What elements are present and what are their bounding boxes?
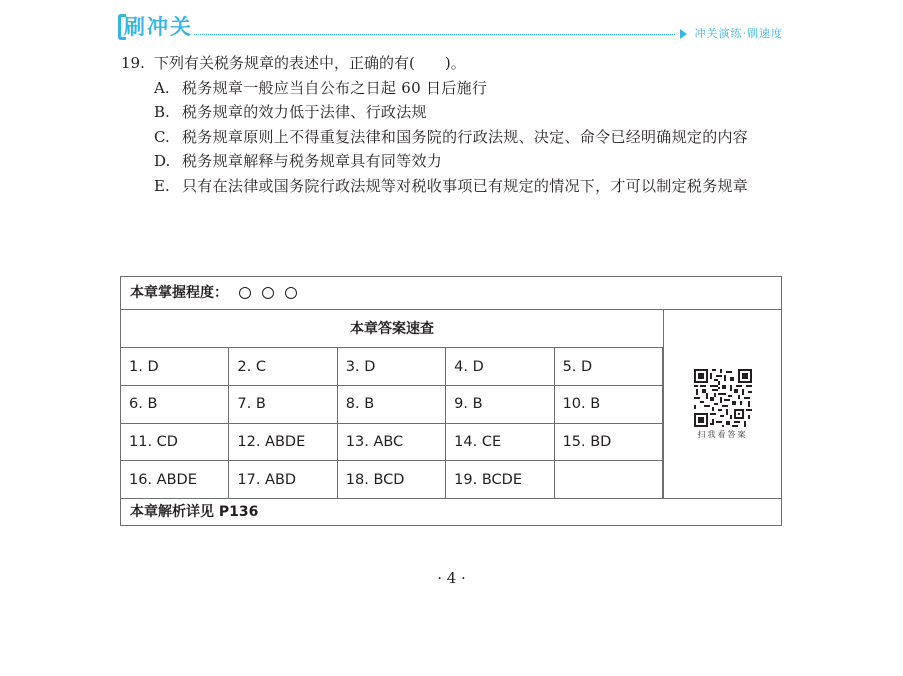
qr-section xyxy=(664,310,781,498)
answer-cell-empty xyxy=(554,461,662,499)
answer-cell: 6. B xyxy=(121,386,229,424)
mastery-circle-2[interactable] xyxy=(262,287,274,299)
answer-key-title: 本章答案速查 xyxy=(121,310,663,348)
table-row xyxy=(121,386,663,424)
answer-cell: 4. D xyxy=(446,348,554,386)
answer-cell: 1. D xyxy=(121,348,229,386)
answer-cell: 3. D xyxy=(337,348,445,386)
answer-cell: 16. ABDE xyxy=(121,461,229,499)
answer-cell: 9. B xyxy=(446,386,554,424)
option-a xyxy=(154,76,783,101)
mastery-circle-3[interactable] xyxy=(285,287,297,299)
option-letter: B. xyxy=(154,103,170,122)
option-c xyxy=(154,125,783,150)
mastery-row xyxy=(121,277,781,310)
arrow-right-icon xyxy=(680,29,687,39)
header-dotted-line xyxy=(194,34,675,35)
answer-cell: 15. BD xyxy=(554,423,662,461)
mastery-label: 本章掌握程度： xyxy=(130,284,228,301)
option-text: 税务规章原则上不得重复法律和国务院的行政法规、决定、命令已经明确规定的内容 xyxy=(182,127,749,146)
question-number: 19. xyxy=(121,54,145,72)
option-text: 只有在法律或国务院行政法规等对税收事项已有规定的情况下，才可以制定税务规章 xyxy=(182,176,749,195)
question-stem xyxy=(121,51,783,76)
answer-cell: 5. D xyxy=(554,348,662,386)
option-letter: E. xyxy=(154,176,170,195)
chapter-summary-card xyxy=(120,276,782,526)
question-19 xyxy=(121,51,783,199)
answer-cell: 7. B xyxy=(229,386,337,424)
page-number: · 4 · xyxy=(437,569,466,587)
chapter-header xyxy=(120,8,783,44)
answer-cell: 12. ABDE xyxy=(229,423,337,461)
option-letter: D. xyxy=(154,152,171,171)
option-text: 税务规章的效力低于法律、行政法规 xyxy=(182,103,427,122)
option-text: 税务规章解释与税务规章具有同等效力 xyxy=(182,152,443,171)
answer-cell: 19. BCDE xyxy=(446,461,554,499)
qr-caption: 扫我看答案 xyxy=(697,430,748,439)
detail-reference: 本章解析详见 P136 xyxy=(121,498,781,525)
option-letter: A. xyxy=(154,78,170,97)
answer-key xyxy=(121,310,664,498)
answer-cell: 2. C xyxy=(229,348,337,386)
answer-cell: 10. B xyxy=(554,386,662,424)
option-text: 税务规章一般应当自公布之日起 60 日后施行 xyxy=(182,78,488,97)
question-stem-text: 下列有关税务规章的表述中，正确的有( )。 xyxy=(154,54,466,72)
option-e xyxy=(154,174,783,199)
answer-cell: 13. ABC xyxy=(337,423,445,461)
header-title xyxy=(120,12,194,42)
option-d xyxy=(154,149,783,174)
table-row xyxy=(121,423,663,461)
answer-table xyxy=(120,348,663,498)
qr-code-icon[interactable] xyxy=(694,369,752,427)
answer-cell: 11. CD xyxy=(121,423,229,461)
option-b xyxy=(154,100,783,125)
option-letter: C. xyxy=(154,127,170,146)
answer-cell: 8. B xyxy=(337,386,445,424)
answer-cell: 17. ABD xyxy=(229,461,337,499)
table-row xyxy=(121,461,663,499)
table-row xyxy=(121,348,663,386)
answer-cell: 18. BCD xyxy=(337,461,445,499)
mastery-circle-1[interactable] xyxy=(239,287,251,299)
header-subtitle: 冲关演练·刷速度 xyxy=(694,27,783,40)
header-title-text: 刷冲关 xyxy=(124,15,193,39)
answer-cell: 14. CE xyxy=(446,423,554,461)
